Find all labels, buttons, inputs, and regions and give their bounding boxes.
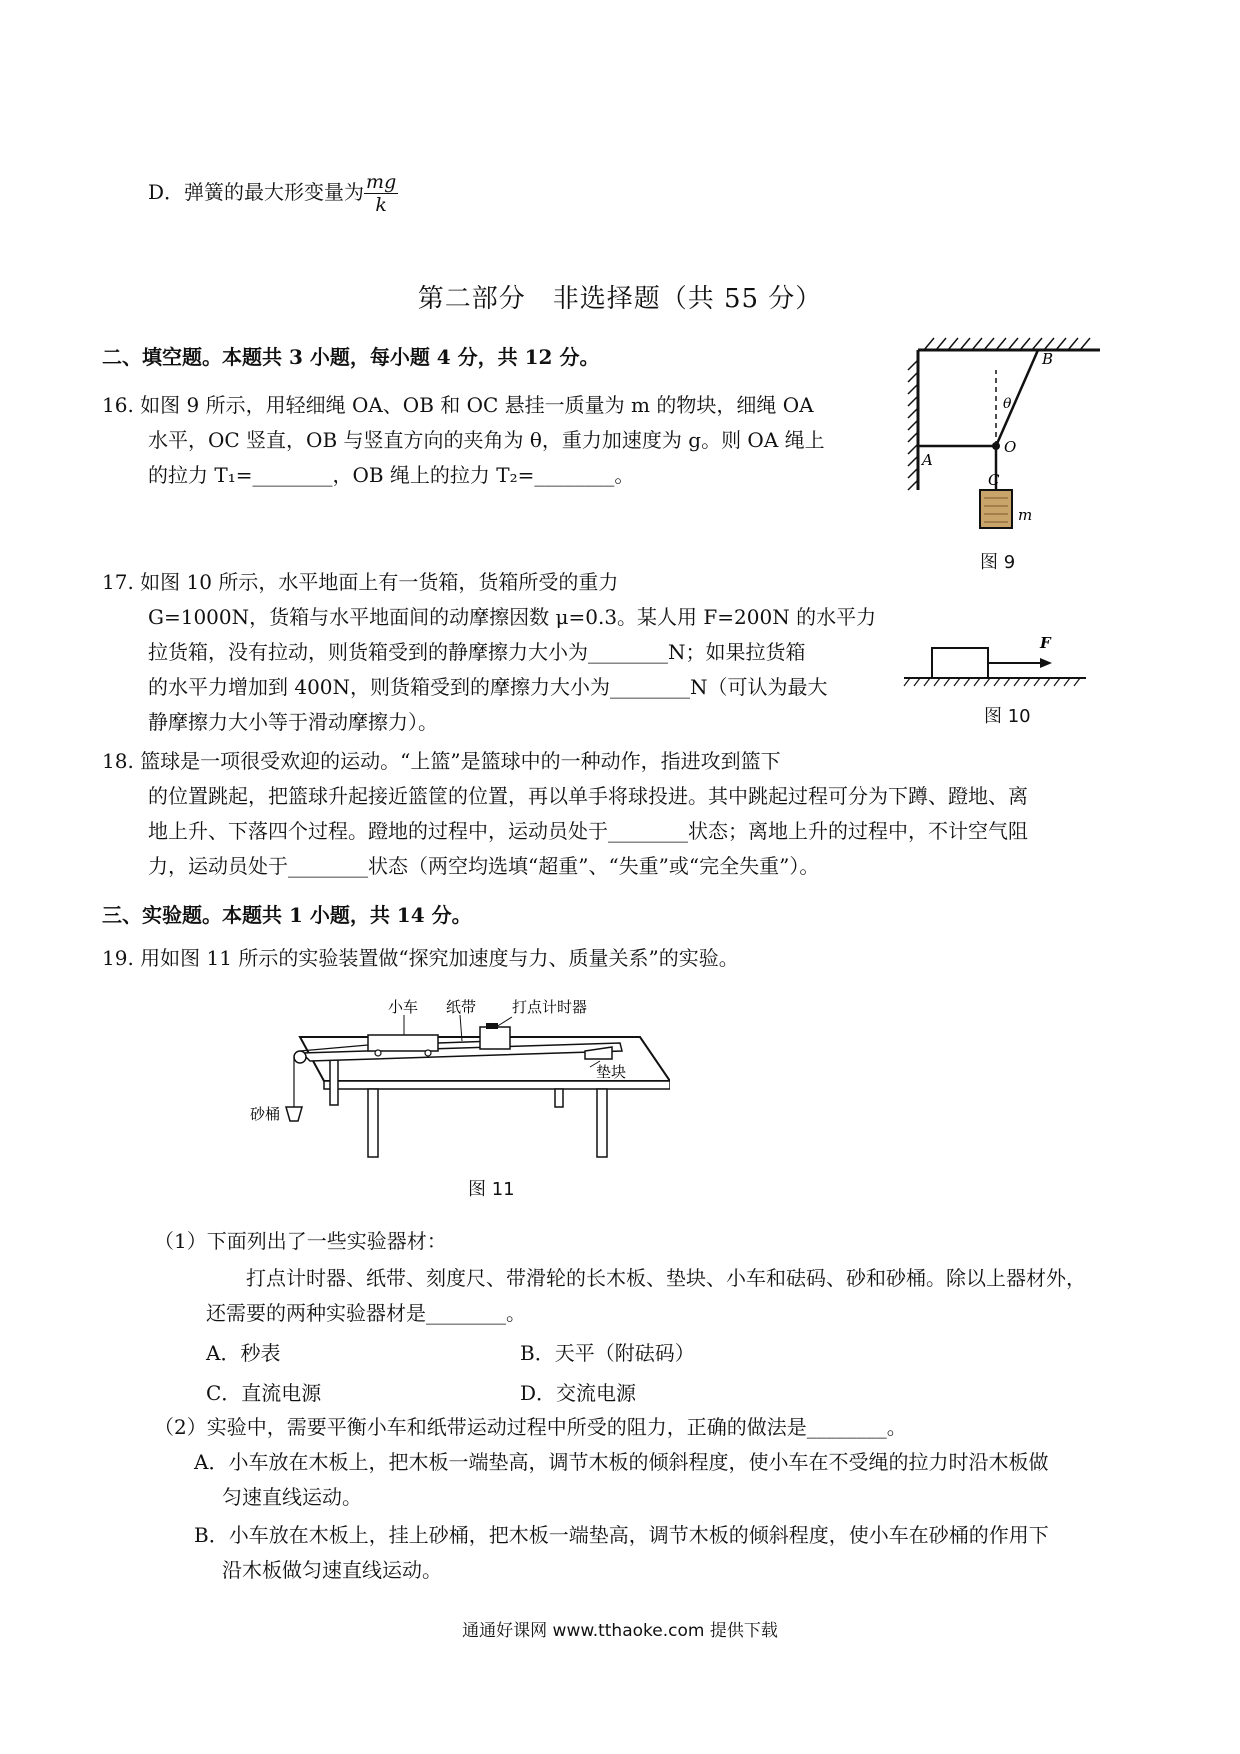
q17-line-4: 的水平力增加到 400N，则货箱受到的摩擦力大小为________N（可认为最大 <box>148 675 828 699</box>
sand-bucket <box>286 1107 302 1121</box>
fig11-label-bucket: 砂桶 <box>250 1105 281 1123</box>
q19-sub2-intro: （2）实验中，需要平衡小车和纸带运动过程中所受的阻力，正确的做法是________。 <box>154 1415 907 1439</box>
knot-o <box>992 442 1000 450</box>
q17-line-5: 静摩擦力大小等于滑动摩擦力）。 <box>148 710 438 734</box>
figure-9 <box>900 330 1120 540</box>
q16-line-2: 水平，OC 竖直，OB 与竖直方向的夹角为 θ，重力加速度为 g。则 OA 绳上 <box>148 428 825 452</box>
fig11-label-block: 垫块 <box>596 1063 627 1081</box>
figure-11 <box>250 995 670 1165</box>
ceiling-hatching <box>924 338 1090 350</box>
q19-sub1-option-a: A．秒表 <box>206 1341 281 1365</box>
figure-10 <box>900 630 1100 700</box>
cart <box>368 1035 438 1051</box>
table-leg <box>330 1055 338 1105</box>
fig9-label-m: m <box>1018 506 1033 524</box>
q19-sub2-option-b-line1: B．小车放在木板上，挂上砂桶，把木板一端垫高，调节木板的倾斜程度，使小车在砂桶的作用下 <box>194 1523 1049 1547</box>
cargo-box <box>932 648 988 678</box>
q15-option-d <box>148 170 398 216</box>
fig11-label-tape: 纸带 <box>446 998 477 1016</box>
fraction-denominator: k <box>375 194 387 216</box>
q19-sub1-option-c: C．直流电源 <box>206 1381 322 1405</box>
dot-timer <box>480 1027 510 1049</box>
q15-option-d-text: D．弹簧的最大形变量为 <box>148 180 365 204</box>
q18-line-1: 18. 篮球是一项很受欢迎的运动。“上篮”是篮球中的一种动作，指进攻到篮下 <box>102 749 781 773</box>
q17-line-1: 17. 如图 10 所示，水平地面上有一货箱，货箱所受的重力 <box>102 570 619 594</box>
q19-stem: 19. 用如图 11 所示的实验装置做“探究加速度与力、质量关系”的实验。 <box>102 946 739 970</box>
fraction-mg-over-k <box>364 171 398 216</box>
q17-line-3: 拉货箱，没有拉动，则货箱受到的静摩擦力大小为________N；如果拉货箱 <box>148 640 806 664</box>
fraction-numerator: mg <box>366 171 397 193</box>
q19-sub1-line1: 打点计时器、纸带、刻度尺、带滑轮的长木板、垫块、小车和砝码、砂和砂桶。除以上器材外， <box>246 1266 1086 1290</box>
table-leg <box>368 1089 378 1157</box>
fig9-label-o: O <box>1004 438 1017 456</box>
q19-sub2-option-a-line1: A．小车放在木板上，把木板一端垫高，调节木板的倾斜程度，使小车在不受绳的拉力时沿木板做 <box>194 1450 1049 1474</box>
q19-sub1-option-b: B．天平（附砝码） <box>520 1341 695 1365</box>
q19-sub1-line2: 还需要的两种实验器材是________。 <box>206 1301 526 1325</box>
table-leg <box>555 1089 563 1107</box>
q16-line-1: 16. 如图 9 所示，用轻细绳 OA、OB 和 OC 悬挂一质量为 m 的物块，细绳 OA <box>102 393 814 417</box>
fig9-label-c: C <box>988 471 1000 489</box>
section3-heading: 三、实验题。本题共 1 小题，共 14 分。 <box>102 903 472 927</box>
q18-line-4: 力，运动员处于________状态（两空均选填“超重”、“失重”或“完全失重”）。 <box>148 854 820 878</box>
section2-heading: 二、填空题。本题共 3 小题，每小题 4 分，共 12 分。 <box>102 345 600 369</box>
part2-title: 第二部分 非选择题（共 55 分） <box>417 284 823 314</box>
fig9-label-b: B <box>1042 350 1054 368</box>
table-leg <box>597 1089 607 1157</box>
fig10-caption: 图 10 <box>984 706 1031 727</box>
fig9-label-a: A <box>922 451 933 469</box>
q19-sub1-intro: （1）下面列出了一些实验器材： <box>154 1229 447 1253</box>
q18-line-3: 地上升、下落四个过程。蹬地的过程中，运动员处于________状态；离地上升的过程中，不计空气阻 <box>148 819 1028 843</box>
fig9-caption: 图 9 <box>980 552 1016 573</box>
fig11-caption: 图 11 <box>468 1179 515 1200</box>
q18-line-2: 的位置跳起，把篮球升起接近篮筐的位置，再以单手将球投进。其中跳起过程可分为下蹲、蹬地、离 <box>148 784 1028 808</box>
pulley <box>294 1051 306 1063</box>
q19-sub2-option-a-line2: 匀速直线运动。 <box>222 1485 362 1509</box>
fig11-label-cart: 小车 <box>388 998 419 1016</box>
fig9-label-theta: θ <box>1003 396 1012 412</box>
page-footer: 通通好课网 www.tthaoke.com 提供下载 <box>462 1621 778 1641</box>
q19-sub1-option-d: D．交流电源 <box>520 1381 637 1405</box>
q17-line-2: G=1000N，货箱与水平地面间的动摩擦因数 μ=0.3。某人用 F=200N 的水平力 <box>148 605 877 629</box>
q16-line-3: 的拉力 T₁=________，OB 绳上的拉力 T₂=________。 <box>148 463 635 487</box>
q19-sub2-option-b-line2: 沿木板做匀速直线运动。 <box>222 1558 442 1582</box>
fig11-label-timer: 打点计时器 <box>512 998 588 1016</box>
fig10-force-label: F <box>1040 634 1051 652</box>
